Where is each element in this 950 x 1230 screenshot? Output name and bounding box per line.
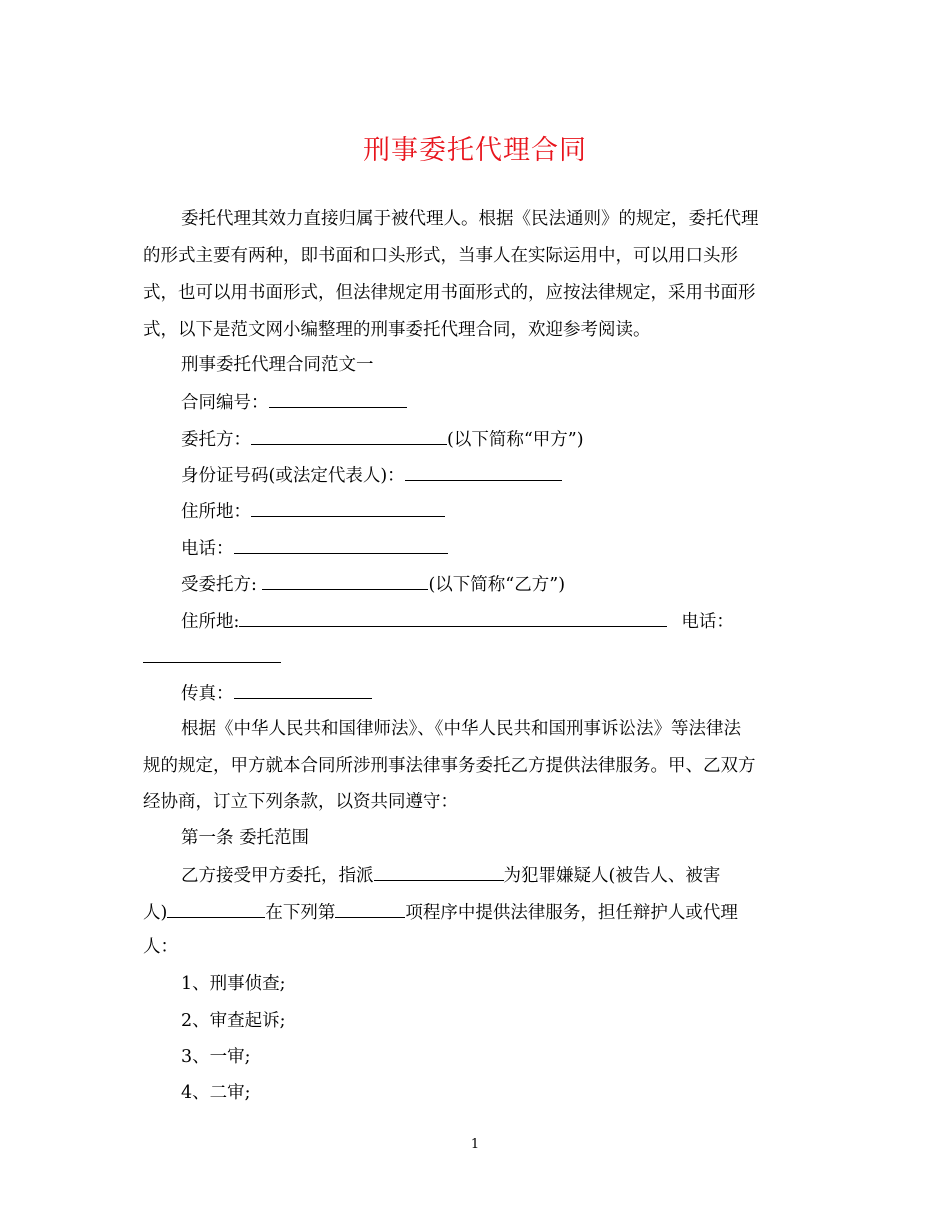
agent-row	[181, 572, 565, 597]
phone2-blank	[143, 645, 281, 663]
procedure-number-blank	[335, 900, 405, 918]
address1-row	[181, 499, 445, 524]
article1-text-d: 在下列第	[265, 903, 336, 923]
article1-text-a: 乙方接受甲方委托，指派	[181, 866, 374, 886]
address1-label: 住所地：	[181, 502, 251, 522]
defendant-name-blank	[374, 863, 504, 881]
agent-suffix: (以下简称“乙方”)	[428, 575, 566, 595]
contract-no-blank	[269, 390, 407, 408]
principal-row	[181, 427, 584, 452]
article1-text-c: 人)	[143, 903, 168, 923]
id-no-blank	[405, 463, 562, 481]
fax-blank	[234, 681, 372, 699]
phone1-row	[181, 536, 448, 561]
article1-text-e: 项程序中提供法律服务，担任辩护人或代理	[405, 903, 738, 923]
article1-text-b: 为犯罪嫌疑人(被告人、被害	[503, 866, 721, 886]
principal-blank	[251, 427, 447, 445]
procedure-item: 1、刑事侦查;	[181, 974, 286, 994]
contract-no-label: 合同编号：	[181, 393, 269, 413]
address2-label: 住所地:	[181, 612, 240, 632]
address2-blank	[239, 609, 667, 627]
procedure-item: 4、二审;	[181, 1083, 251, 1103]
sample-heading: 刑事委托代理合同范文一	[181, 355, 374, 375]
fax-row	[181, 681, 372, 706]
agent-blank	[262, 572, 428, 590]
agent-label: 受委托方:	[181, 575, 263, 595]
basis-line-3: 经协商，订立下列条款，以资共同遵守：	[143, 792, 458, 812]
procedure-item: 2、审查起诉;	[181, 1011, 286, 1031]
article1-line-2	[143, 900, 738, 925]
address2-row	[181, 609, 734, 634]
principal-label: 委托方：	[181, 430, 251, 450]
id-no-label: 身份证号码(或法定代表人)：	[181, 466, 405, 486]
intro-line-1: 委托代理其效力直接归属于被代理人。根据《民法通则》的规定，委托代理	[181, 209, 759, 229]
phone1-label: 电话：	[181, 539, 234, 559]
id-no-row	[181, 463, 562, 488]
page-number: 1	[470, 1137, 480, 1152]
procedure-item: 3、一审;	[181, 1047, 251, 1067]
person-name-blank	[167, 900, 265, 918]
document-title: 刑事委托代理合同	[363, 135, 587, 166]
article1-title: 第一条 委托范围	[181, 828, 310, 848]
phone2-label: 电话：	[681, 612, 734, 632]
address1-blank	[251, 499, 445, 517]
fax-label: 传真：	[181, 684, 234, 704]
basis-line-1: 根据《中华人民共和国律师法》、《中华人民共和国刑事诉讼法》等法律法	[181, 719, 741, 739]
article1-line-3: 人：	[143, 937, 178, 957]
intro-line-4: 式，以下是范文网小编整理的刑事委托代理合同，欢迎参考阅读。	[143, 320, 651, 340]
phone2-blank-row	[143, 645, 281, 670]
intro-line-2: 的形式主要有两种，即书面和口头形式，当事人在实际运用中，可以用口头形	[143, 246, 738, 266]
phone1-blank	[234, 536, 448, 554]
principal-suffix: (以下简称“甲方”)	[447, 430, 584, 450]
intro-line-3: 式，也可以用书面形式，但法律规定用书面形式的，应按法律规定，采用书面形	[143, 283, 756, 303]
article1-line-1	[181, 863, 720, 888]
contract-no-row	[181, 390, 407, 415]
basis-line-2: 规的规定，甲方就本合同所涉刑事法律事务委托乙方提供法律服务。甲、乙双方	[143, 756, 756, 776]
